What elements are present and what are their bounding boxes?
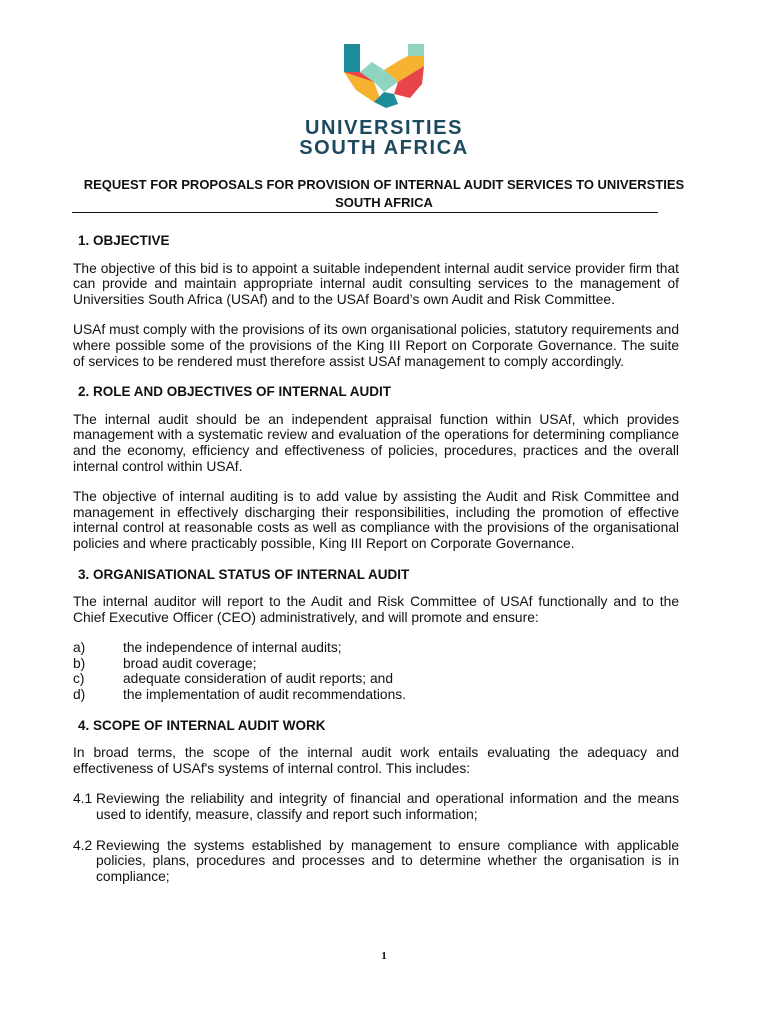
section-heading: 3. ORGANISATIONAL STATUS OF INTERNAL AUDIT: [78, 566, 410, 582]
brand-wordmark: [0, 118, 768, 158]
numbered-paragraph: [73, 838, 679, 885]
numbered-paragraph: [73, 791, 679, 822]
list-marker: a): [73, 640, 86, 656]
title-divider: [72, 212, 658, 213]
section-heading: 4. SCOPE OF INTERNAL AUDIT WORK: [78, 717, 326, 733]
logo: [0, 42, 768, 158]
brand-line-2: SOUTH AFRICA: [299, 137, 469, 159]
list-item-text: adequate consideration of audit reports; and: [123, 671, 393, 687]
numbered-paragraph-text: Reviewing the systems established by management to ensure compliance with applicable policies, plans, procedures and processes and to determine whether the organisation is in compliance;: [96, 837, 679, 884]
list-item-text: the independence of internal audits;: [123, 640, 342, 656]
numbered-paragraph-text: Reviewing the reliability and integrity of financial and operational information and the means used to identify, measure, classify and report such information;: [96, 791, 679, 823]
document-title: REQUEST FOR PROPOSALS FOR PROVISION OF INTERNAL AUDIT SERVICES TO UNIVERSTIES SOUTH AFRICA: [83, 177, 685, 210]
list-item: [73, 640, 679, 656]
paragraph: In broad terms, the scope of the internal audit work entails evaluating the adequacy and effectiveness of USAf's systems of internal control. This includes:: [73, 745, 679, 776]
paragraph-number: 4.1: [73, 791, 93, 807]
list-marker: d): [73, 687, 86, 703]
paragraph: The internal audit should be an independent appraisal function within USAf, which provides management with a systematic review and evaluation of the operations for determining compliance and the economy, efficiency and effectiveness of policies, procedures, practices and the overall internal control within USAf.: [73, 411, 679, 474]
paragraph: The objective of this bid is to appoint a suitable independent internal audit service provider firm that can provide and maintain appropriate internal audit consulting services to the management of Universities South Africa (USAf) and to the USAf Board’s own Audit and Risk Committee.: [73, 260, 679, 307]
paragraph-number: 4.2: [73, 837, 93, 853]
universities-south-africa-logo-icon: [342, 42, 426, 112]
list-item-text: broad audit coverage;: [123, 655, 257, 671]
list-item-text: the implementation of audit recommendations.: [123, 687, 406, 703]
brand-line-1: UNIVERSITIES: [304, 117, 464, 139]
paragraph: USAf must comply with the provisions of its own organisational policies, statutory requirements and where possible some of the provisions of the King III Report on Corporate Governance. The suite of services to be rendered must therefore assist USAf management to comply accordingly.: [73, 322, 679, 369]
paragraph: The internal auditor will report to the Audit and Risk Committee of USAf functionally and to the Chief Executive Officer (CEO) administratively, and will promote and ensure:: [73, 594, 679, 625]
document-body: [73, 233, 679, 899]
list-item: [73, 687, 679, 703]
list-item: [73, 671, 679, 687]
list-marker: c): [73, 671, 85, 687]
ensure-list: [73, 640, 679, 702]
page-number: 1: [381, 950, 387, 962]
list-item: [73, 656, 679, 672]
list-marker: b): [73, 655, 86, 671]
section-heading: 2. ROLE AND OBJECTIVES OF INTERNAL AUDIT: [78, 384, 392, 400]
section-heading: 1. OBJECTIVE: [78, 233, 170, 248]
paragraph: The objective of internal auditing is to add value by assisting the Audit and Risk Committee and management in effectively discharging their responsibilities, including the promotion of effective internal control at reasonable costs as well as compliance with the provisions of the organisational policies and where practicably possible, King III Report on Corporate Governance.: [73, 489, 679, 551]
